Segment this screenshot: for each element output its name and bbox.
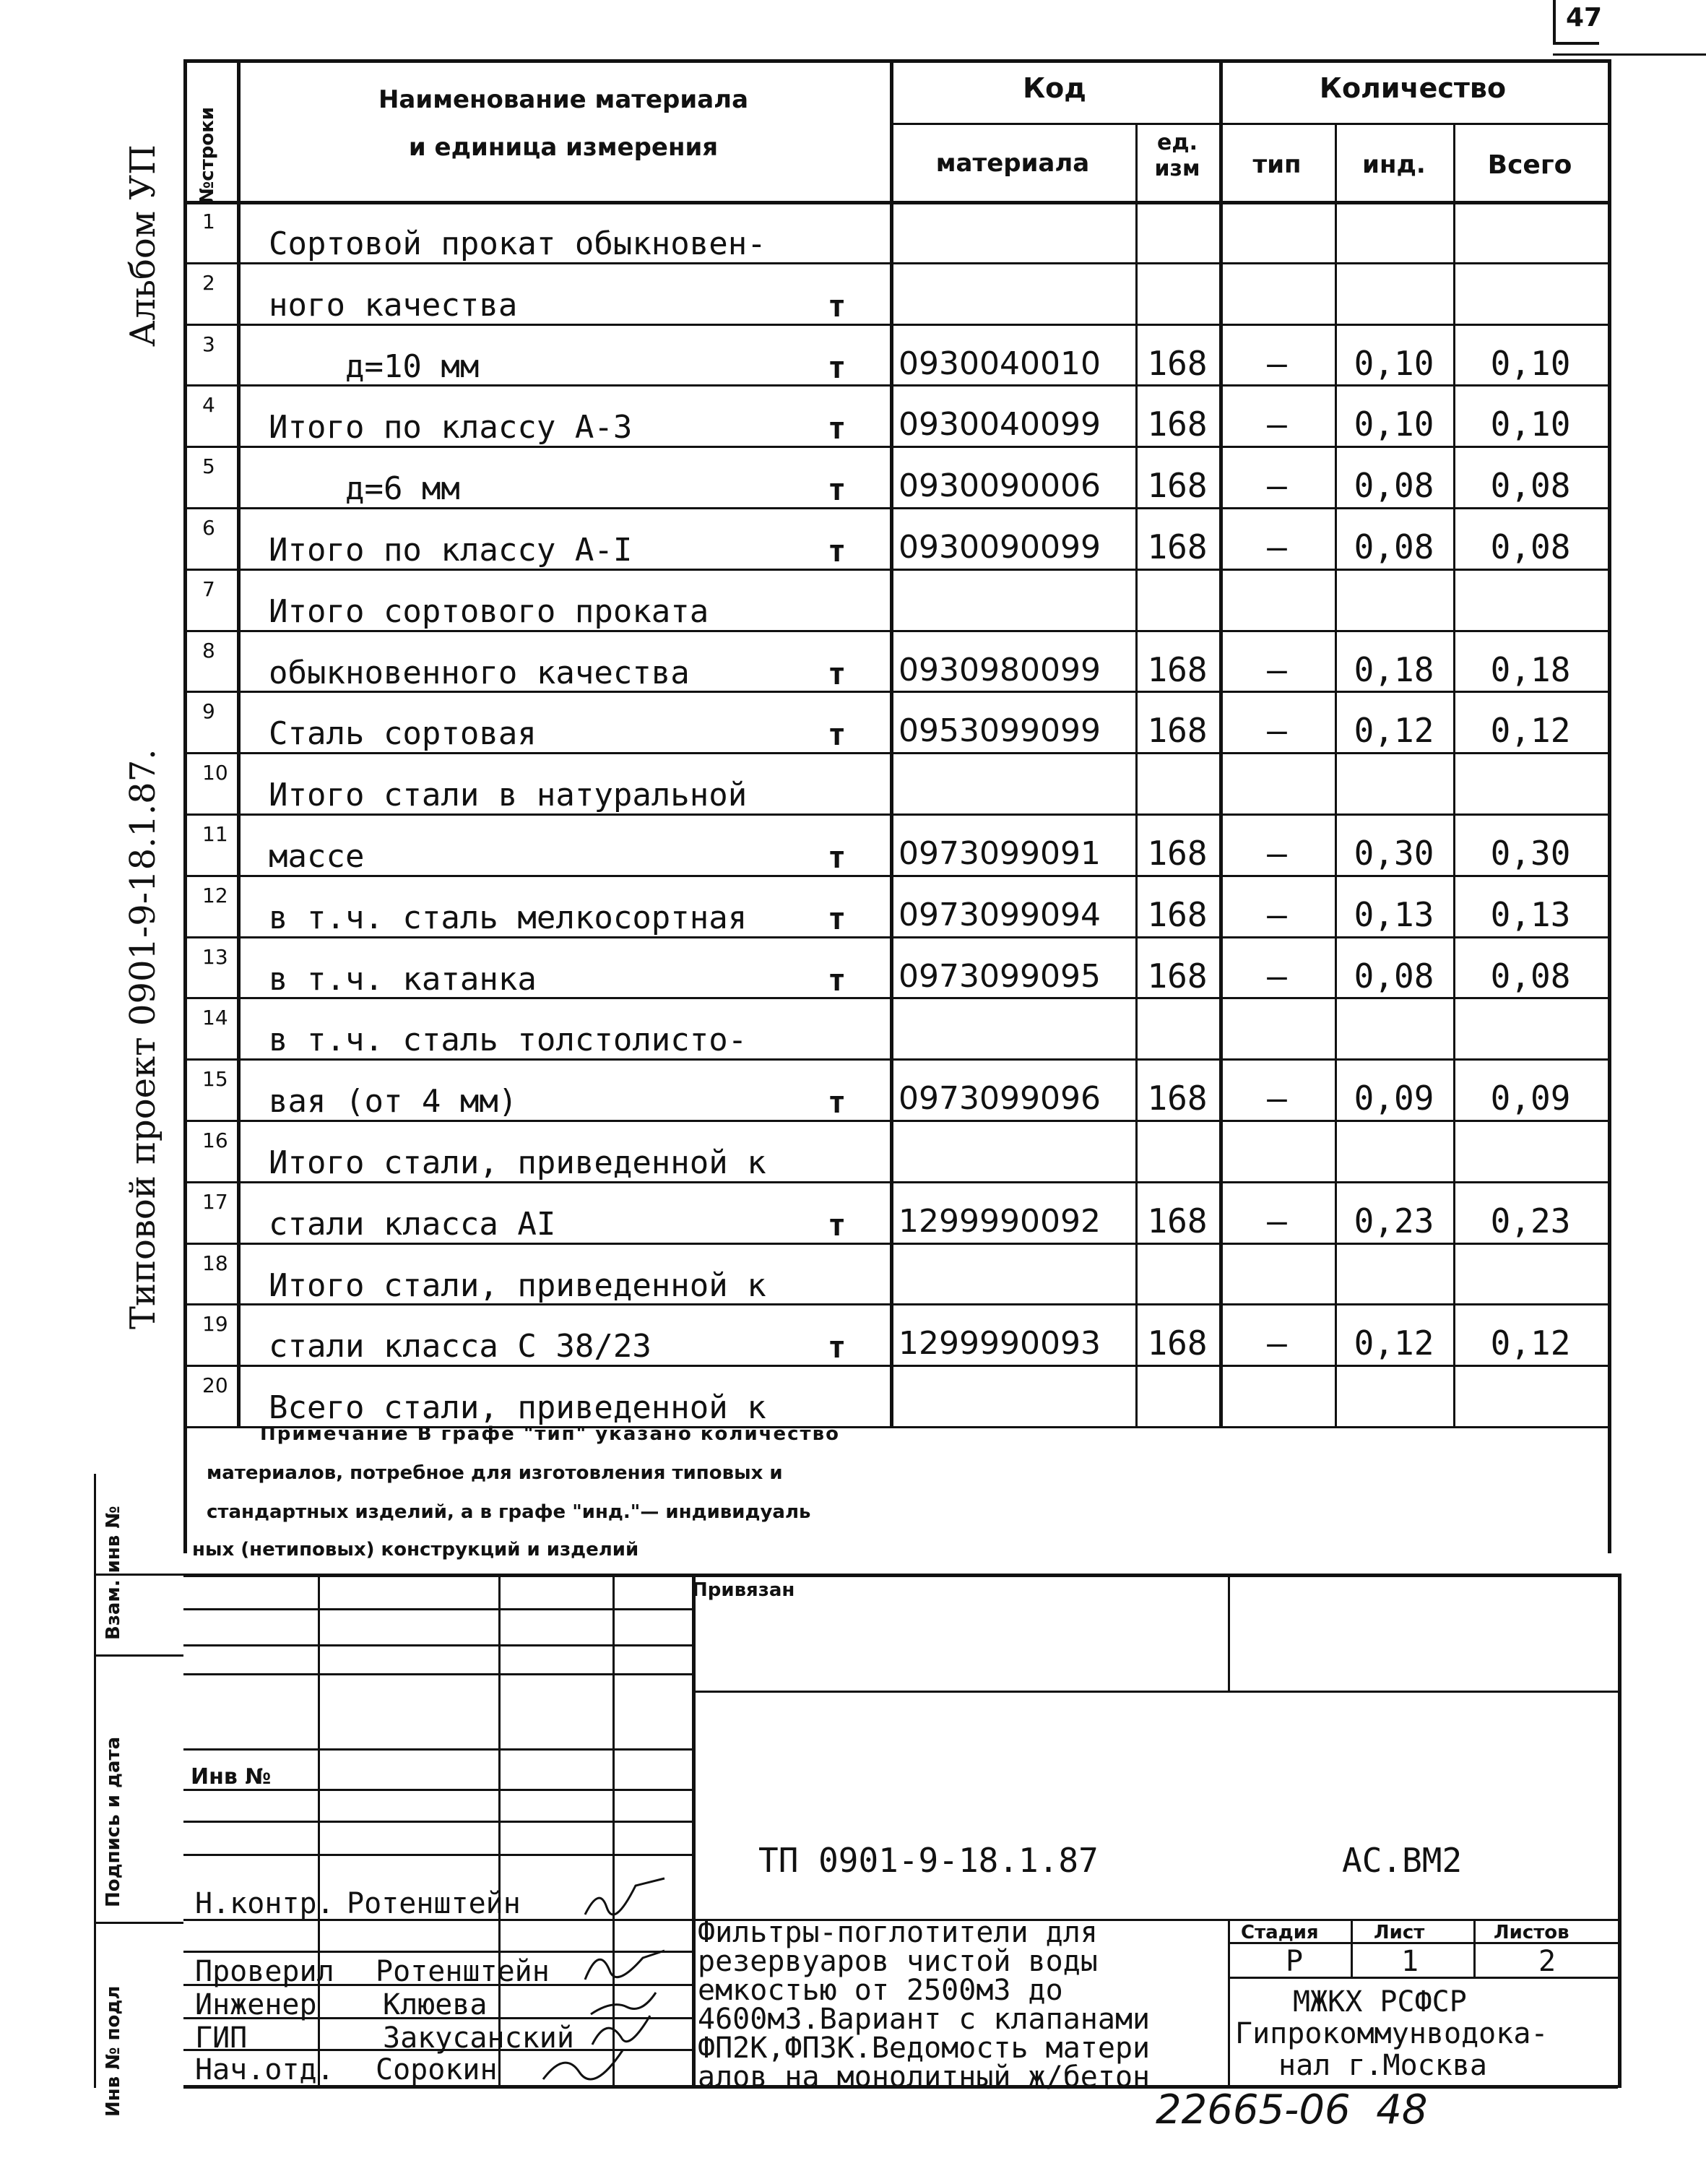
grid-line — [498, 1574, 501, 2085]
grid-line — [183, 59, 187, 1553]
grid-line — [183, 1365, 1608, 1367]
row-ind: 0,08 — [1354, 527, 1434, 566]
header-name-line1: Наименование материала — [378, 85, 749, 114]
row-total: 0,08 — [1490, 466, 1571, 506]
row-unit: т — [828, 655, 846, 691]
row-name: Итого по классу А-3 — [269, 409, 633, 446]
row-ind: 0,08 — [1354, 466, 1434, 506]
row-type: – — [1267, 1201, 1287, 1240]
row-number: 13 — [202, 944, 228, 969]
row-name: в т.ч. сталь мелкосортная — [269, 899, 748, 936]
row-total: 0,13 — [1490, 894, 1571, 934]
grid-line — [183, 569, 1608, 571]
grid-line — [183, 201, 1608, 204]
stamp-title-4: 4600м3.Вариант с клапанами — [698, 2003, 1151, 2036]
grid-line — [183, 1608, 692, 1610]
row-unit: т — [828, 717, 846, 753]
row-unit: т — [828, 839, 846, 875]
grid-line — [183, 691, 1608, 693]
row-number: 12 — [202, 883, 228, 907]
row-ind: 0,12 — [1354, 711, 1434, 751]
header-code: Код — [1023, 72, 1086, 104]
header-unit-2: изм — [1154, 156, 1200, 181]
row-total: 0,30 — [1490, 834, 1571, 873]
row-number: 8 — [202, 638, 215, 662]
footer-number: 22665-06 48 — [1156, 2086, 1428, 2133]
grid-line — [183, 1673, 692, 1675]
row-number: 15 — [202, 1067, 228, 1092]
row-ind: 0,12 — [1354, 1324, 1434, 1363]
row-type: – — [1267, 894, 1287, 934]
row-ed: 168 — [1147, 466, 1208, 506]
header-name-line2: и единица измерения — [408, 133, 719, 162]
row-ind: 0,09 — [1354, 1079, 1434, 1118]
row-ind: 0,08 — [1354, 956, 1434, 996]
grid-line — [318, 1574, 320, 2085]
stamp-inv-no: Инв № — [191, 1764, 272, 1790]
stamp-nach-otd-name: Сорокин — [376, 2053, 498, 2086]
grid-line — [183, 446, 1608, 448]
header-type: тип — [1252, 150, 1302, 179]
row-ind: 0,23 — [1354, 1201, 1434, 1240]
row-name: Итого по классу А-I — [269, 532, 633, 569]
row-name: Итого стали, приведенной к — [269, 1144, 766, 1181]
stamp-inzhener: Инженер — [195, 1988, 317, 2021]
grid-line — [183, 324, 1608, 326]
stamp-stadiya: Стадия — [1241, 1922, 1319, 1943]
row-unit: т — [828, 472, 846, 508]
stamp-listov-val: 2 — [1538, 1945, 1556, 1978]
grid-line — [1608, 59, 1611, 1553]
stamp-proveril: Проверил — [195, 1955, 334, 1988]
row-name: вая (от 4 мм) — [269, 1083, 518, 1121]
row-number: 4 — [202, 393, 215, 418]
stamp-n-kontr: Н.контр. — [195, 1887, 334, 1920]
row-total: 0,18 — [1490, 649, 1571, 689]
row-code: 0930090099 — [899, 529, 1101, 566]
row-code: 1299990093 — [899, 1325, 1101, 1363]
row-unit: т — [828, 410, 846, 446]
row-code: 0973099094 — [899, 896, 1101, 933]
header-row-no: №строки — [196, 106, 218, 204]
row-number: 17 — [202, 1189, 228, 1214]
row-type: – — [1267, 343, 1287, 383]
grid-line — [183, 1854, 692, 1856]
row-code: 0973099091 — [899, 835, 1101, 872]
row-ind: 0,13 — [1354, 894, 1434, 934]
stamp-stadiya-val: Р — [1286, 1945, 1304, 1978]
row-type: – — [1267, 956, 1287, 996]
header-ind: инд. — [1362, 150, 1426, 179]
row-unit: т — [828, 900, 846, 936]
row-name: обыкновенного качества — [269, 654, 690, 691]
row-number: 7 — [202, 577, 215, 601]
grid-line — [183, 1120, 1608, 1122]
row-name: стали класса С 38/23 — [269, 1328, 651, 1365]
stamp-gip: ГИП — [195, 2021, 248, 2055]
grid-line — [183, 1748, 692, 1751]
grid-line — [183, 997, 1608, 999]
row-code: 1299990092 — [899, 1202, 1101, 1240]
row-type: – — [1267, 1079, 1287, 1118]
header-total: Всего — [1487, 150, 1572, 180]
row-type: – — [1267, 1324, 1287, 1363]
row-name: ного качества — [269, 286, 518, 324]
grid-line — [183, 1058, 1608, 1061]
row-total: 0,08 — [1490, 956, 1571, 996]
row-number: 19 — [202, 1312, 228, 1337]
row-ed: 168 — [1147, 1201, 1208, 1240]
row-total: 0,10 — [1490, 405, 1571, 444]
stamp-title-6: алов на монолитный ж/бетон — [698, 2060, 1151, 2094]
grid-line — [94, 1922, 183, 1924]
row-ed: 168 — [1147, 711, 1208, 751]
grid-line — [94, 1474, 96, 2088]
row-code: 0930090006 — [899, 467, 1101, 505]
stamp-org3: нал г.Москва — [1278, 2049, 1487, 2082]
stamp-list-val: 1 — [1401, 1945, 1419, 1978]
stamp-proveril-name: Ротенштейн — [376, 1955, 550, 1988]
stamp-list: Лист — [1374, 1922, 1425, 1943]
row-code: 0930040010 — [899, 345, 1101, 382]
note-line2: материалов, потребное для изготовления типовых и — [207, 1462, 783, 1484]
stamp-title-5: ФП2К,ФП3К.Ведомость матери — [698, 2032, 1151, 2065]
row-unit: т — [828, 533, 846, 569]
row-number: 5 — [202, 454, 215, 479]
row-number: 16 — [202, 1128, 228, 1152]
grid-line — [183, 1821, 692, 1823]
row-total: 0,23 — [1490, 1201, 1571, 1240]
row-number: 20 — [202, 1373, 228, 1398]
row-number: 1 — [202, 210, 215, 233]
row-name: Всего стали, приведенной к — [269, 1389, 766, 1427]
row-name: стали класса АI — [269, 1205, 556, 1243]
grid-line — [692, 1691, 1618, 1693]
header-unit-1: ед. — [1157, 130, 1198, 155]
grid-line — [692, 1574, 696, 2088]
row-ed: 168 — [1147, 956, 1208, 996]
stamp-inzhener-name: Клюева — [383, 1988, 488, 2021]
row-number: 14 — [202, 1006, 228, 1030]
row-code: 0973099095 — [899, 957, 1101, 995]
row-name: Итого сортового проката — [269, 592, 709, 630]
row-ind: 0,10 — [1354, 343, 1434, 383]
grid-line — [183, 1951, 692, 1953]
row-code: 0930040099 — [899, 406, 1101, 444]
grid-line — [183, 507, 1608, 509]
row-total: 0,08 — [1490, 527, 1571, 566]
row-type: – — [1267, 834, 1287, 873]
margin-podpis: Подпись и дата — [103, 1736, 124, 1907]
row-number: 18 — [202, 1251, 228, 1275]
row-code: 0973099096 — [899, 1080, 1101, 1118]
note-line1: Примечание В графе "тип" указано количество — [260, 1423, 840, 1445]
row-type: – — [1267, 466, 1287, 506]
grid-line — [183, 1574, 1618, 1577]
stamp-title-1: Фильтры-поглотители для — [698, 1916, 1098, 1949]
row-number: 9 — [202, 699, 215, 724]
stamp-gip-name: Закусанский — [383, 2021, 574, 2055]
row-name: Сталь сортовая — [269, 715, 537, 753]
grid-line — [183, 384, 1608, 387]
row-ed: 168 — [1147, 894, 1208, 934]
stamp-org2: Гипрокоммунводока- — [1235, 2017, 1549, 2050]
row-name: д=10 мм — [269, 348, 480, 385]
header-material: материала — [935, 149, 1090, 178]
grid-line — [1351, 1919, 1353, 1977]
row-name: Итого стали, приведенной к — [269, 1266, 766, 1304]
project-label: Типовой проект 0901-9-18.1.87. — [123, 748, 163, 1329]
row-total: 0,12 — [1490, 1324, 1571, 1363]
row-name: Итого стали в натуральной — [269, 777, 748, 814]
grid-line — [612, 1574, 615, 2085]
stamp-title-2: резервуаров чистой воды — [698, 1945, 1098, 1978]
row-type: – — [1267, 405, 1287, 444]
grid-line — [183, 936, 1608, 938]
grid-line — [183, 1644, 692, 1646]
stamp-n-kontr-name: Ротенштейн — [347, 1887, 521, 1920]
row-total: 0,10 — [1490, 343, 1571, 383]
row-unit: т — [828, 1207, 846, 1243]
row-number: 2 — [202, 270, 215, 295]
grid-line — [183, 875, 1608, 877]
row-unit: т — [828, 1084, 846, 1121]
stamp-listov: Листов — [1494, 1922, 1569, 1943]
row-type: – — [1267, 711, 1287, 751]
row-ind: 0,18 — [1354, 649, 1434, 689]
grid-line — [94, 1654, 183, 1657]
row-ed: 168 — [1147, 1079, 1208, 1118]
stamp-org1: МЖКХ РСФСР — [1293, 1985, 1467, 2019]
grid-line — [183, 1243, 1608, 1245]
row-code: 0953099099 — [899, 712, 1101, 750]
row-unit: т — [828, 1329, 846, 1365]
grid-line — [183, 1303, 1608, 1305]
row-code: 0930980099 — [899, 651, 1101, 689]
row-name: массе — [269, 838, 365, 875]
row-name: д=6 мм — [269, 470, 460, 508]
row-ed: 168 — [1147, 834, 1208, 873]
row-ind: 0,10 — [1354, 405, 1434, 444]
stamp-doc-code: ТП 0901-9-18.1.87 — [758, 1841, 1099, 1880]
row-ed: 168 — [1147, 1324, 1208, 1363]
row-total: 0,09 — [1490, 1079, 1571, 1118]
row-unit: т — [828, 288, 846, 324]
grid-line — [183, 630, 1608, 632]
row-ed: 168 — [1147, 343, 1208, 383]
stamp-nach-otd: Нач.отд. — [195, 2053, 334, 2086]
grid-line — [1228, 1574, 1230, 1691]
grid-line — [183, 1181, 1608, 1183]
grid-line — [183, 59, 1608, 63]
grid-line — [890, 59, 893, 1426]
row-number: 11 — [202, 822, 228, 846]
margin-inv-podl: Инв № подл — [103, 1985, 124, 2117]
stamp-privyazan: Привязан — [692, 1579, 795, 1601]
note-line3: стандартных изделий, а в графе "инд."— индивидуаль — [207, 1501, 811, 1523]
row-unit: т — [828, 349, 846, 385]
row-ed: 168 — [1147, 527, 1208, 566]
row-number: 3 — [202, 332, 215, 356]
row-type: – — [1267, 527, 1287, 566]
grid-line — [1473, 1919, 1476, 1977]
grid-line — [1618, 1574, 1621, 2088]
row-unit: т — [828, 962, 846, 998]
sheet-number: 47 — [1566, 3, 1603, 33]
row-ed: 168 — [1147, 649, 1208, 689]
grid-line — [237, 59, 241, 1426]
top-right-line — [1553, 53, 1706, 56]
grid-line — [183, 813, 1608, 816]
row-name: Сортовой прокат обыкновен- — [269, 225, 766, 262]
row-name: в т.ч. катанка — [269, 960, 537, 998]
row-ind: 0,30 — [1354, 834, 1434, 873]
margin-vzam: Взам. инв № — [103, 1506, 124, 1640]
note-line4: ных (нетиповых) конструкций и изделий — [192, 1539, 639, 1561]
stamp-title-3: емкостью от 2500м3 до — [698, 1974, 1063, 2007]
header-quantity: Количество — [1319, 72, 1507, 104]
row-ed: 168 — [1147, 405, 1208, 444]
row-type: – — [1267, 649, 1287, 689]
row-number: 10 — [202, 761, 228, 785]
grid-line — [183, 262, 1608, 264]
grid-line — [890, 123, 1608, 125]
grid-line — [183, 752, 1608, 754]
stamp-sheet-code: АС.ВМ2 — [1342, 1841, 1463, 1880]
row-number: 6 — [202, 516, 215, 540]
album-label: Альбом УП — [123, 144, 163, 347]
row-total: 0,12 — [1490, 711, 1571, 751]
row-name: в т.ч. сталь толстолисто- — [269, 1022, 748, 1059]
